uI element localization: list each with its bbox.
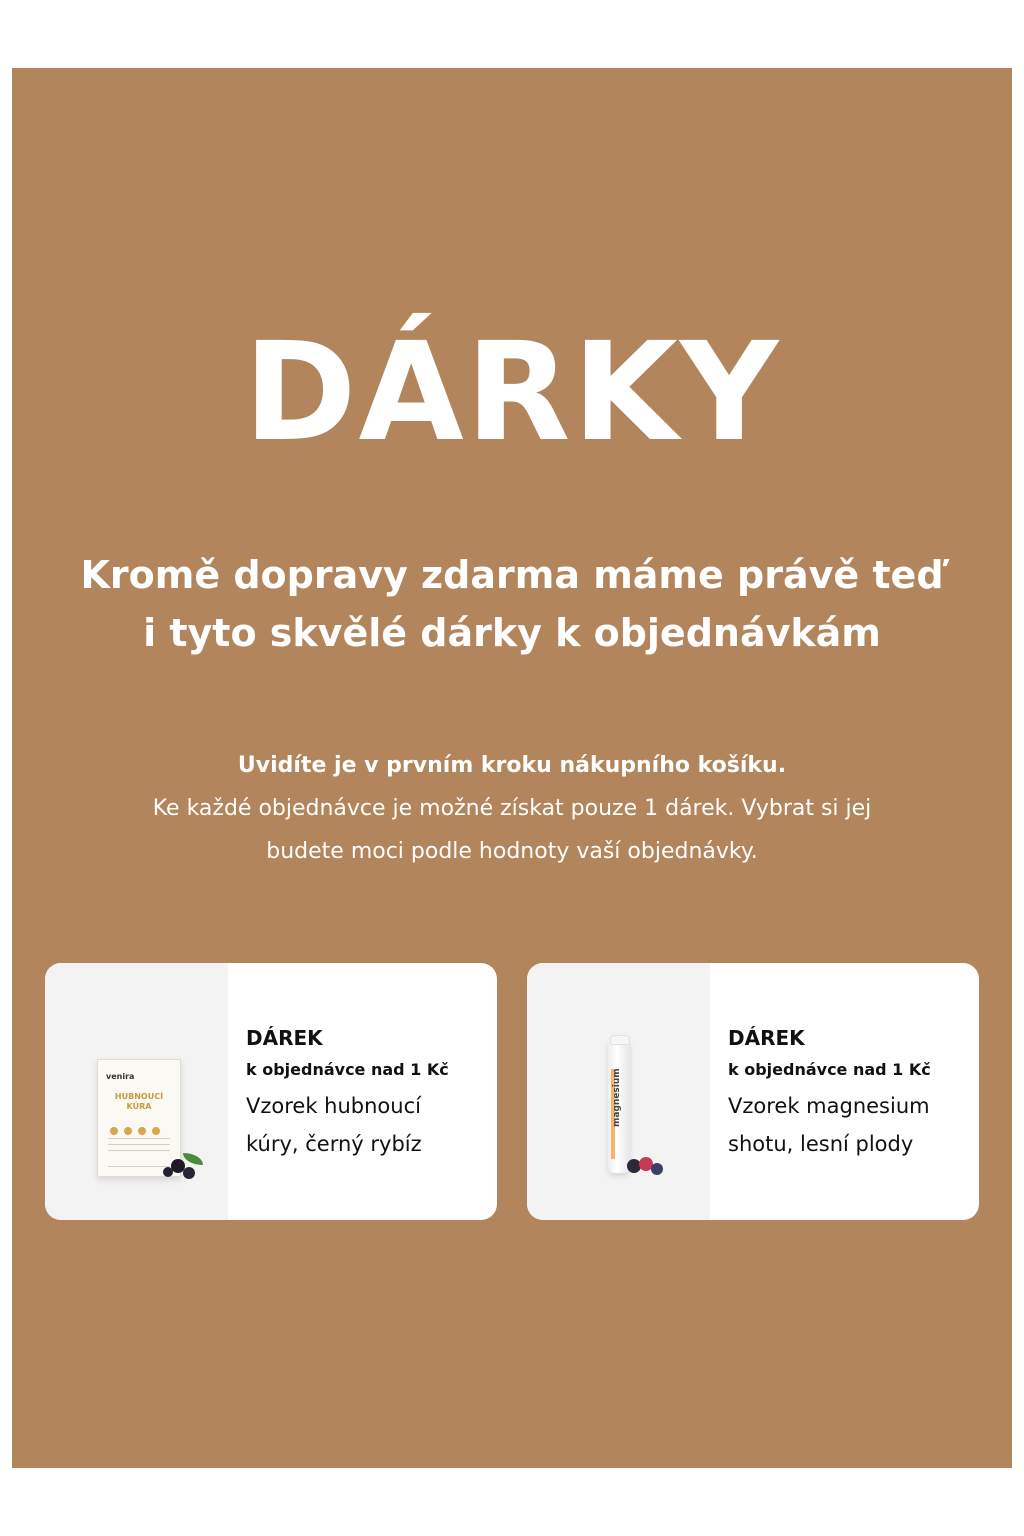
gift-image-slimming: [45, 963, 228, 1220]
blackcurrant-icon: [163, 1167, 173, 1177]
pack-brand: venira: [106, 1072, 135, 1081]
gift-description-line-2: shotu, lesní plody: [728, 1132, 914, 1156]
gift-title: DÁREK: [728, 1026, 805, 1050]
info-line-1: Ke každé objednávce je možné získat pouze 1 dárek. Vybrat si jej: [152, 796, 872, 821]
info-text: [90, 744, 934, 873]
gift-condition: k objednávce nad 1 Kč: [728, 1060, 931, 1079]
gift-description-line-1: Vzorek hubnoucí: [246, 1094, 421, 1118]
gift-card-magnesium[interactable]: [527, 963, 979, 1220]
tube-label: magnesium: [612, 1068, 622, 1127]
gift-description-line-1: Vzorek magnesium: [728, 1094, 930, 1118]
gift-description-line-2: kúry, černý rybíz: [246, 1132, 422, 1156]
pack-badges: [110, 1120, 166, 1139]
subtitle-line-1: Kromě dopravy zdarma máme právě teď: [80, 553, 944, 597]
promo-subtitle: [40, 546, 984, 662]
gift-condition: k objednávce nad 1 Kč: [246, 1060, 449, 1079]
magnesium-shot-image: [608, 1039, 630, 1173]
slimming-pack-image: [97, 1059, 181, 1177]
pack-name-line-2: KÚRA: [126, 1102, 152, 1111]
blueberry-icon: [651, 1163, 663, 1175]
gift-info-magnesium: [728, 1023, 968, 1163]
gift-image-magnesium: [527, 963, 710, 1220]
gift-info-slimming: [246, 1023, 486, 1163]
blackcurrant-icon: [183, 1167, 195, 1179]
gift-title: DÁREK: [246, 1026, 323, 1050]
gift-card-slimming[interactable]: [45, 963, 497, 1220]
info-line-2: budete moci podle hodnoty vaší objednávky.: [266, 839, 758, 864]
pack-product-name: [98, 1092, 180, 1112]
subtitle-line-2: i tyto skvělé dárky k objednávkám: [143, 611, 881, 655]
pack-name-line-1: HUBNOUCÍ: [114, 1092, 164, 1101]
page-title: DÁRKY: [243, 314, 781, 472]
info-bold: Uvidíte je v prvním kroku nákupního košíku.: [237, 753, 787, 778]
leaf-icon: [183, 1153, 203, 1165]
